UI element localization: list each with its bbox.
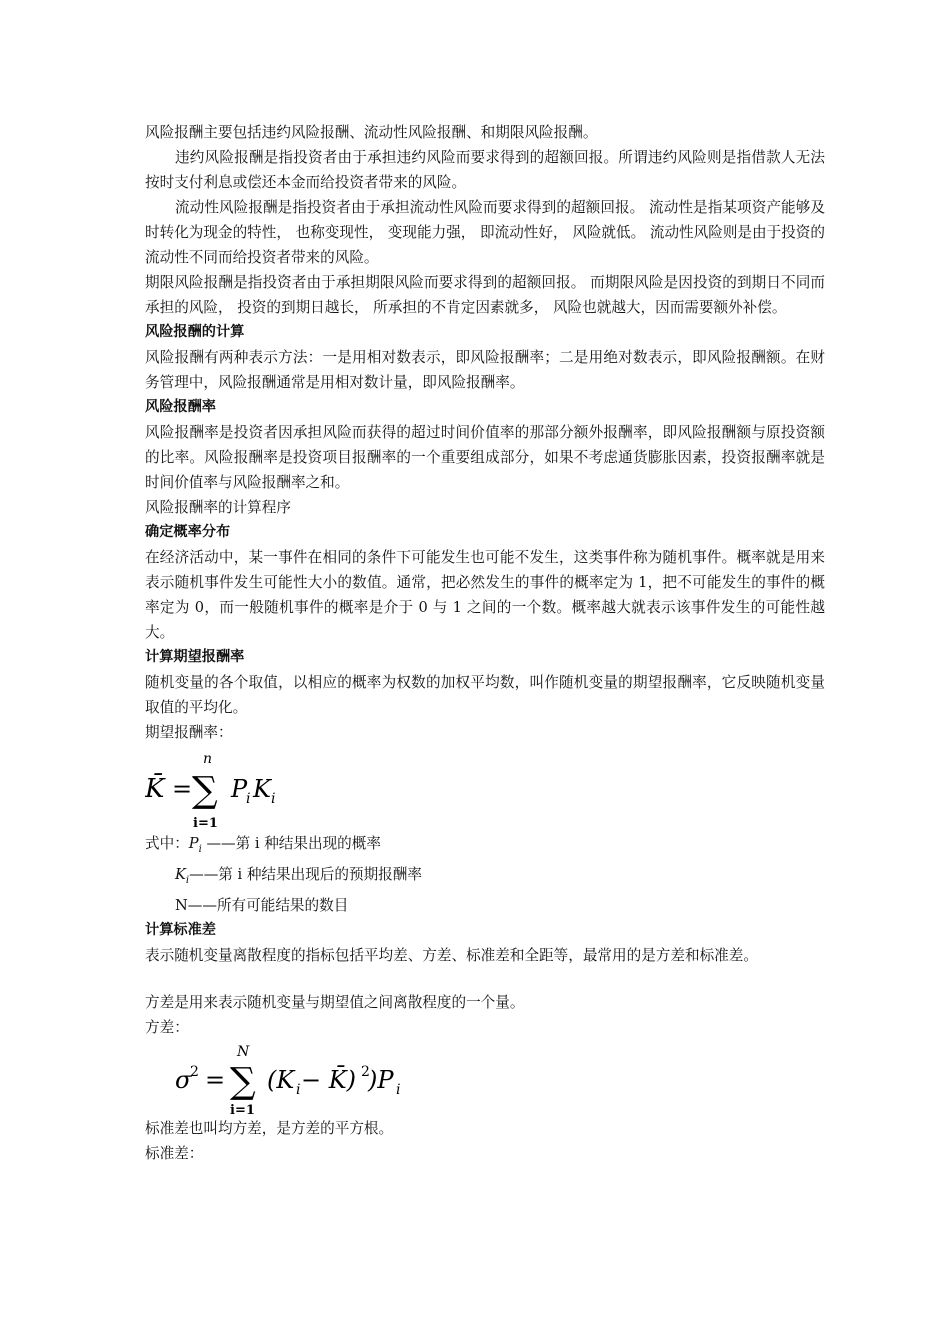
liquidity-risk-paragraph: 流动性风险报酬是指投资者由于承担流动性风险而要求得到的超额回报。 流动性是指某项资产能够及时转化为现金的特性， 也称变现性， 变现能力强， 即流动性好， 风险就低。 流动性风险则是由于投资的流动性不同而给投资者带来的风险。 xyxy=(145,199,825,266)
formula-equals: = xyxy=(172,775,193,803)
variance-label: 方差： xyxy=(145,1018,189,1036)
formula-lower-limit: i=1 xyxy=(193,816,218,831)
heading-expected-return: 计算期望报酬率 xyxy=(145,649,245,665)
definition-ki-sub: i xyxy=(185,874,190,886)
expected-return-formula xyxy=(145,745,825,833)
definition-pi xyxy=(145,831,825,862)
formula-k-bar: K̄ xyxy=(145,774,165,804)
document-page xyxy=(145,120,825,1166)
variance-close: )P xyxy=(368,1065,394,1094)
variance-minus: − K̄) xyxy=(301,1065,357,1094)
heading-standard-deviation: 计算标准差 xyxy=(145,921,216,938)
procedure-line: 风险报酬率的计算程序 xyxy=(145,499,291,516)
variance-upper-limit: N xyxy=(237,1043,250,1060)
intro-paragraph: 风险报酬主要包括违约风险报酬、流动性风险报酬、和期限风险报酬。 xyxy=(145,124,598,141)
std-dev-label: 标准差： xyxy=(145,1144,204,1162)
variance-sigma: σ xyxy=(175,1065,192,1094)
maturity-risk-paragraph: 期限风险报酬是指投资者由于承担期限风险而要求得到的超额回报。 而期限风险是因投资的到期日不同而承担的风险， 投资的到期日越长， 所承担的不肯定因素就多， 风险也就越大，因而需要额外补偿。 xyxy=(145,274,825,316)
formula-p-sub: i xyxy=(246,791,251,807)
formula-sigma-sum: ∑ xyxy=(192,770,218,811)
definition-ki-symbol: K xyxy=(175,865,186,883)
formula-k: K xyxy=(253,775,271,803)
variance-formula-svg xyxy=(145,1042,405,1116)
definition-pi-sub: i xyxy=(198,843,202,855)
default-risk-paragraph: 违约风险报酬是指投资者由于承担违约风险而要求得到的超额回报。所谓违约风险则是指借款人无法按时支付利息或偿还本金而给投资者带来的风险。 xyxy=(145,149,825,191)
blank-line xyxy=(145,968,825,990)
variance-close-sub: i xyxy=(396,1081,401,1098)
variance-lower-limit: i=1 xyxy=(230,1102,255,1116)
std-dev-definition: 标准差也叫均方差，是方差的平方根。 xyxy=(145,1119,394,1137)
heading-probability: 确定概率分布 xyxy=(145,524,231,540)
definition-ki-text: ——第 i 种结果出现后的预期报酬率 xyxy=(189,865,422,883)
risk-rate-paragraph: 风险报酬率是投资者因承担风险而获得的超过时间价值率的那部分额外报酬率，即风险报酬额与原投资额的比率。风险报酬率是投资项目报酬率的一个重要组成部分，如果不考虑通货膨胀因素，投资报酬率就是时间价值率与风险报酬率之和。 xyxy=(145,424,825,491)
formula-upper-limit: n xyxy=(203,751,213,767)
variance-body-sup: 2 xyxy=(361,1063,370,1080)
formula-p: P xyxy=(231,775,248,803)
definition-ki xyxy=(145,862,825,893)
variance-formula xyxy=(145,1042,825,1116)
variance-body: (K xyxy=(267,1065,295,1094)
expected-return-paragraph: 随机变量的各个取值，以相应的概率为权数的加权平均数，叫作随机变量的期望报酬率，它反映随机变量取值的平均化。 xyxy=(145,674,825,716)
variance-body-sub: i xyxy=(296,1081,301,1098)
definition-pi-text: ——第 i 种结果出现的概率 xyxy=(201,835,381,852)
heading-risk-rate: 风险报酬率 xyxy=(145,399,216,415)
variance-sigma-sup: 2 xyxy=(190,1063,199,1080)
variance-definition: 方差是用来表示随机变量与期望值之间离散程度的一个量。 xyxy=(145,993,525,1011)
expected-return-formula-svg xyxy=(145,745,305,833)
definition-pi-symbol: P xyxy=(188,835,199,852)
variance-sum: ∑ xyxy=(230,1060,256,1102)
heading-risk-calculation: 风险报酬的计算 xyxy=(145,324,245,340)
definition-n: N——所有可能结果的数目 xyxy=(175,896,349,914)
formula-k-sub: i xyxy=(271,791,276,807)
expected-return-label: 期望报酬率： xyxy=(145,724,233,741)
probability-paragraph: 在经济活动中，某一事件在相同的条件下可能发生也可能不发生，这类事件称为随机事件。概率就是用来表示随机事件发生可能性大小的数值。通常，把必然发生的事件的概率定为 1，把不可能发生的事件的概率定为 0，而一般随机事件的概率是介于 0 与 1 之间的一个数。概率越大就表示该事件发生的可能性越大。 xyxy=(145,549,825,641)
variance-equals: = xyxy=(205,1065,226,1094)
risk-representation-paragraph: 风险报酬有两种表示方法：一是用相对数表示，即风险报酬率；二是用绝对数表示，即风险报酬额。在财务管理中，风险报酬通常是用相对数计量，即风险报酬率。 xyxy=(145,349,825,391)
definition-prefix: 式中： xyxy=(145,835,189,852)
dispersion-paragraph: 表示随机变量离散程度的指标包括平均差、方差、标准差和全距等，最常用的是方差和标准差。 xyxy=(145,946,758,964)
